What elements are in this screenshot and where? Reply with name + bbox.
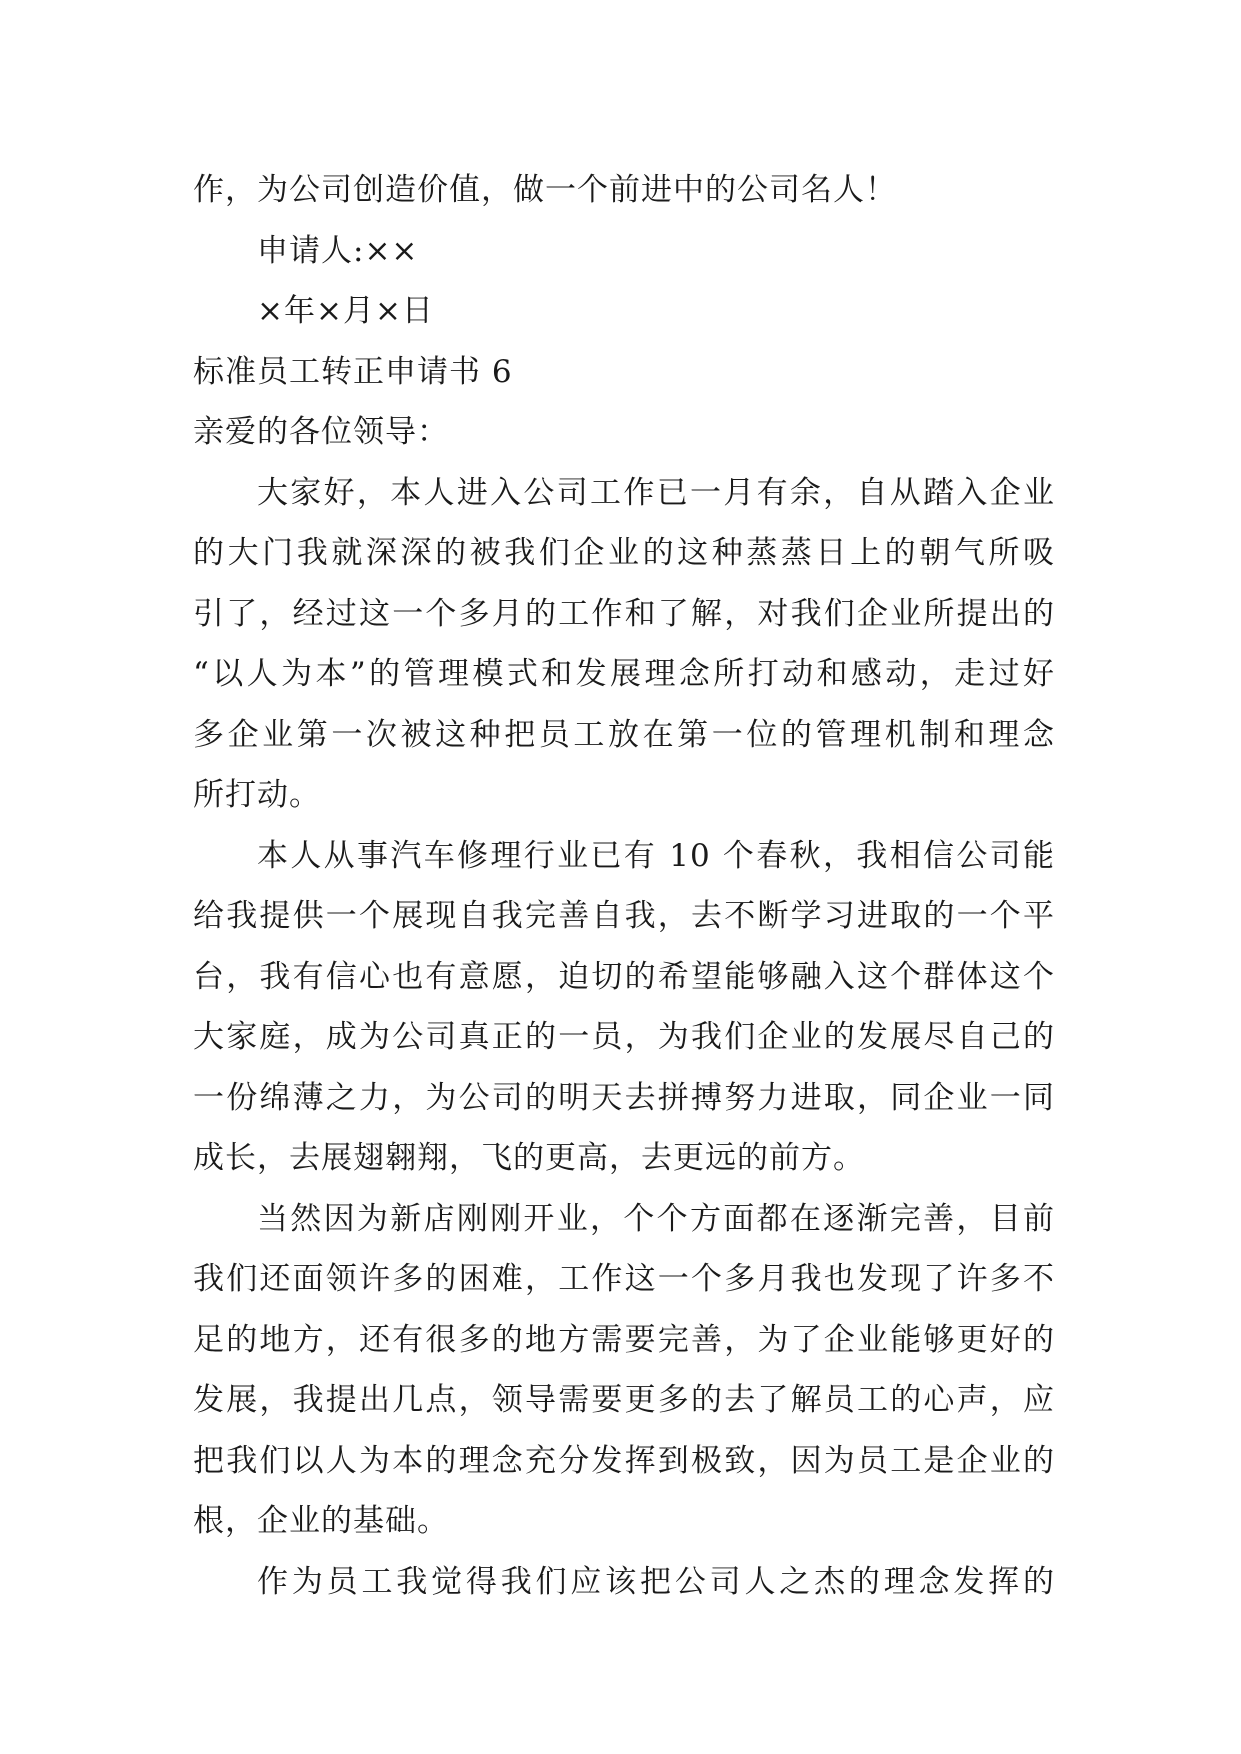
salutation: 亲爱的各位领导： [193,414,449,450]
text-line: “以人为本”的管理模式和发展理念所打动和感动，走过好 [193,656,1055,692]
text-line: 的大门我就深深的被我们企业的这种蒸蒸日上的朝气所吸 [193,535,1055,571]
text-line: 把我们以人为本的理念充分发挥到极致，因为员工是企业的 [193,1442,1055,1479]
text-line: 根，企业的基础。 [193,1503,449,1539]
text-line: 引了，经过这一个多月的工作和了解，对我们企业所提出的 [193,595,1055,632]
text-line: 当然因为新店刚刚开业，个个方面都在逐渐完善，目前 [257,1200,1055,1237]
text-line: 足的地方，还有很多的地方需要完善，为了企业能够更好的 [193,1321,1055,1358]
document-body [193,160,1055,1612]
text-line: 本人从事汽车修理行业已有 10 个春秋，我相信公司能 [257,837,1055,874]
text-line: 成长，去展翅翱翔，飞的更高，去更远的前方。 [193,1140,865,1176]
text-line: 作，为公司创造价值，做一个前进中的公司名人！ [193,172,897,208]
text-line: 大家好，本人进入公司工作已一月有余，自从踏入企业 [257,474,1055,511]
text-line: 作为员工我觉得我们应该把公司人之杰的理念发挥的 [257,1563,1055,1600]
applicant-line: 申请人:×× [257,232,419,269]
section-title: 标准员工转正申请书 6 [193,353,513,390]
text-line: 大家庭，成为公司真正的一员，为我们企业的发展尽自己的 [193,1019,1055,1055]
text-line: 多企业第一次被这种把员工放在第一位的管理机制和理念 [193,716,1055,753]
text-line: 台，我有信心也有意愿，迫切的希望能够融入这个群体这个 [193,958,1055,995]
text-line: 发展，我提出几点，领导需要更多的去了解员工的心声，应 [193,1382,1055,1418]
text-line: 给我提供一个展现自我完善自我，去不断学习进取的一个平 [193,898,1055,934]
text-line: 一份绵薄之力，为公司的明天去拼搏努力进取，同企业一同 [193,1079,1055,1116]
date-line: ×年×月×日 [257,293,434,329]
text-line: 所打动。 [193,777,321,813]
text-line: 我们还面领许多的困难，工作这一个多月我也发现了许多不 [193,1261,1055,1297]
